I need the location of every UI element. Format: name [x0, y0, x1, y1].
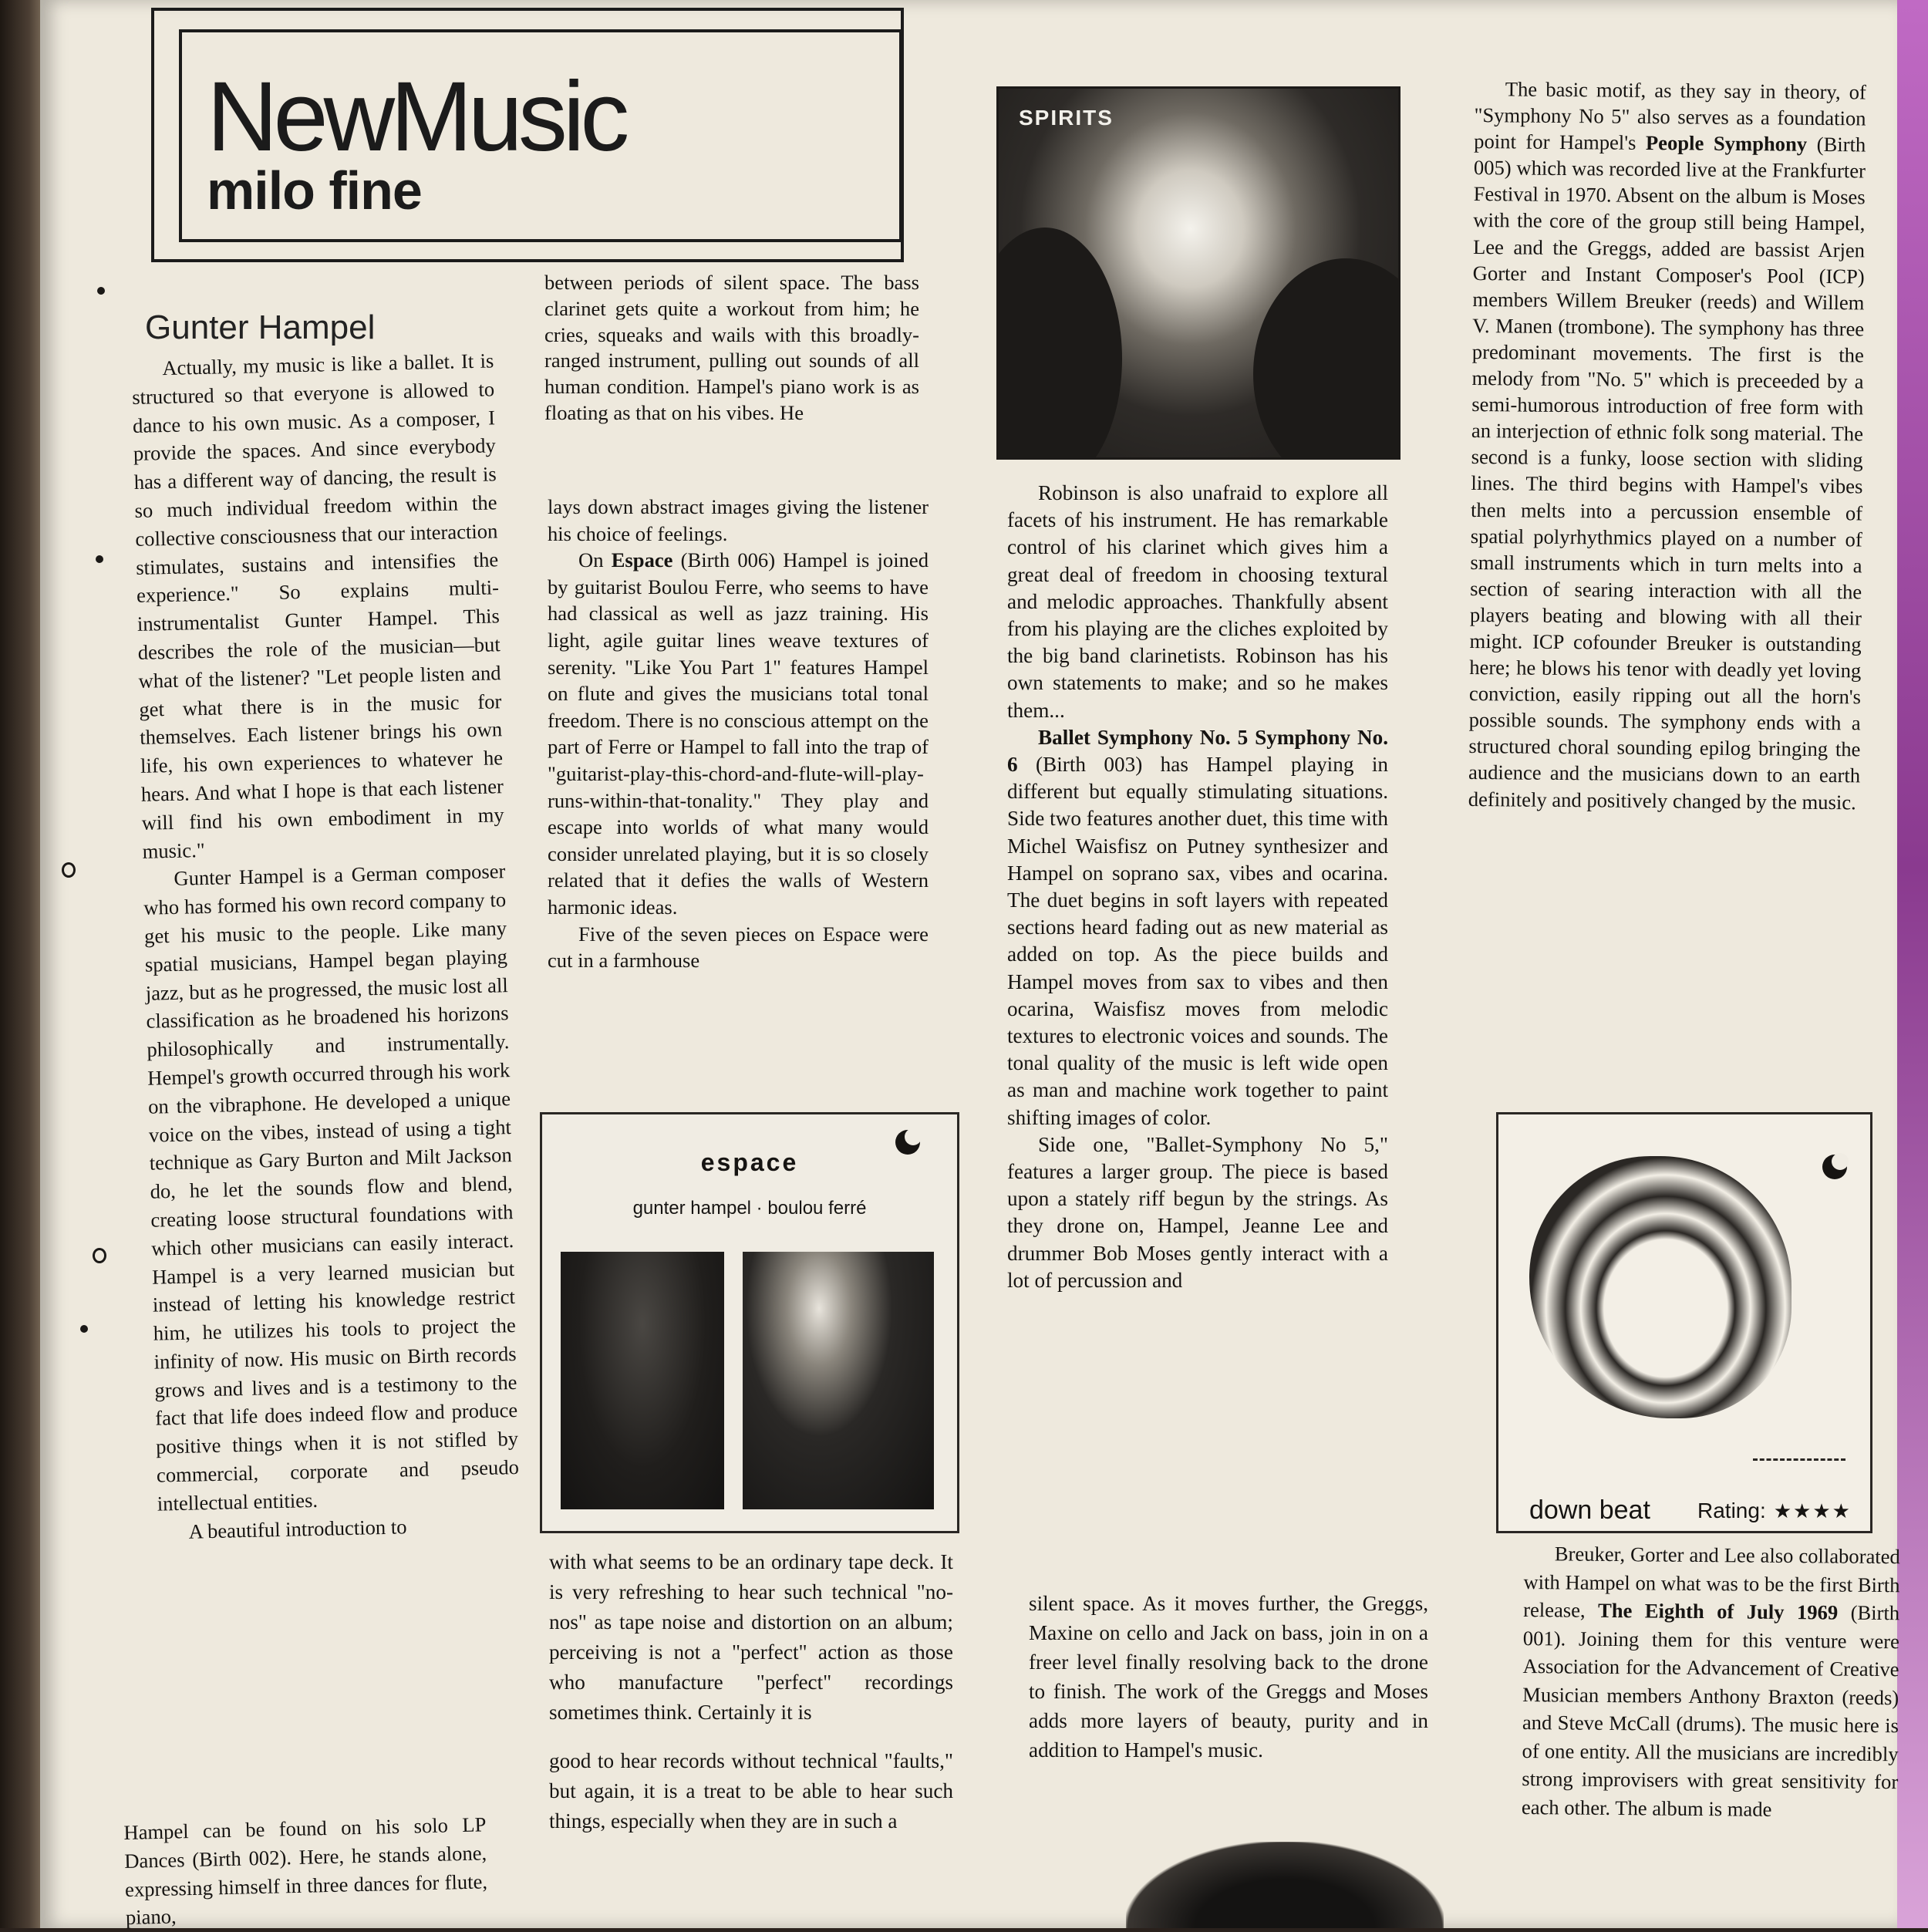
paragraph: lays down abstract images giving the listener his choice of feelings. — [548, 495, 929, 545]
binding-hole-icon — [80, 1325, 88, 1333]
binding-hole-icon — [93, 1248, 106, 1263]
paragraph: Side one, "Ballet-Symphony No 5," features a larger group. The piece is based upon a stately riff begun by the strings. As they drone on, Hampel, Jeanne Lee and drummer Bob Moses gently interact with a lot of percussion and — [1007, 1132, 1388, 1292]
album-title: The Eighth of July 1969 — [1597, 1598, 1839, 1624]
album-photo-partial — [1126, 1842, 1444, 1928]
musician-photo — [743, 1252, 934, 1509]
espace-album-ad — [540, 1112, 959, 1533]
paragraph — [548, 547, 929, 920]
rating-label: Rating: — [1697, 1499, 1766, 1522]
paragraph — [1468, 76, 1866, 815]
album-title: Ballet Symphony No. 5 Symphony No. 6 — [1007, 725, 1388, 777]
album-title: Espace — [611, 548, 673, 572]
musician-portrait — [1529, 1156, 1791, 1418]
paragraph: Robinson is also unafraid to explore all facets of his instrument. He has remarkable control of his clarinet which gives him a great deal of freedom in choosing textural and melodic approaches. Thankfully absent from his playing are the cliches exploited by the big band clarinetists. Robinson has his own statements to make; and so he makes them... — [1007, 481, 1388, 722]
column-3-top — [1007, 480, 1388, 1294]
section-title: NewMusic — [207, 62, 625, 172]
musician-photo — [561, 1252, 724, 1509]
background-edge — [1897, 0, 1928, 1928]
paragraph: A beautiful introduction to — [188, 1514, 407, 1543]
album-title: People Symphony — [1645, 131, 1808, 156]
paragraph: Gunter Hampel is a German composer who has formed his own record company to get his music to the people. Like many spatial musicians, Hampel began playing jazz, but as he progressed, the music lost all classification as he broadened his horizons philosophically and instrumentally. Hempel's growth occurred through his work on the vibraphone. He developed a unique voice on the vibes, instead of using a tight technique as Gary Burton and Milt Jackson do, he let the sounds flow and blend, creating loose structural foundations with which other musicians can easily interact. Hampel is a very learned musician but instead of letting his knowledge restrict him, he utilizes his tools to project the infinity of now. His music on Birth records grows and lives and is a testimony to the fact that life does indeed flow and produce positive things when it is not stifled by commercial, corporate and pseudo intellectual entities. — [143, 859, 520, 1516]
paragraph: between periods of silent space. The bass clarinet gets quite a workout from him; he cries, squeaks and wails with this broadly-ranged instrument, pulling out sounds of all human condition. Hampel's piano work is as floating as that on his vibes. He — [544, 271, 919, 424]
downbeat-rating-ad — [1496, 1112, 1872, 1533]
album-artists: gunter hampel · boulou ferré — [632, 1198, 867, 1219]
magazine-logo: down beat — [1529, 1495, 1650, 1525]
album-title: espace — [700, 1148, 799, 1176]
article-headline: Gunter Hampel — [145, 309, 376, 346]
text-run: Breuker, Gorter and Lee also collaborated with Hampel on what was to be the first Birth release, — [1523, 1542, 1900, 1622]
column-1-continued — [123, 1810, 488, 1932]
column-2-bottom — [549, 1547, 953, 1836]
paragraph: good to hear records without technical "faults," but again, it is a treat to be able to hear such things, especially when they are in such a — [549, 1749, 953, 1833]
byline: milo fine — [207, 160, 422, 221]
hair-shadow — [1253, 258, 1400, 460]
spirits-album-photo — [996, 86, 1400, 460]
paragraph: Hampel can be found on his solo LP Dances (Birth 002). Here, he stands alone, expressing himself in three dances for flute, piano, — [123, 1812, 488, 1930]
divider — [1753, 1458, 1845, 1461]
paragraph — [1007, 724, 1388, 1131]
column-4-top — [1468, 76, 1866, 815]
column-4-bottom — [1522, 1539, 1900, 1824]
text-run: (Birth 003) has Hampel playing in different but equally stimulating situations. Side two features another duet, this time with Michel Waisfisz on Putney synthesizer and Hampel on soprano sax, vibes and ocarina. The duet begins in soft layers with repeated sections heard fading out as new material as added on top. As the piece builds and Hampel moves from sax to vibes and then ocarina, Waisfisz moves from melodic textures to electronic voices and sounds. The tonal quality of the music is left wide open as man and machine work together to paint shifting images of color. — [1007, 753, 1388, 1129]
column-1 — [131, 346, 521, 1546]
album-label: SPIRITS — [1019, 106, 1114, 130]
binding-hole-icon — [62, 862, 76, 878]
paragraph: silent space. As it moves further, the Greggs, Maxine on cello and Jack on bass, join in on a freer level finally resolving back to the drone to finish. The work of the Greggs and Moses adds more layers of beauty, purity and in addition to Hampel's music. — [1029, 1592, 1428, 1762]
paragraph — [1522, 1539, 1900, 1824]
text-run: (Birth 001). Joining them for this venture were Association for the Advancement of Creative Musician members Anthony Braxton (reeds) and Steve McCall (drums). The music here is of one entity. All the musicians are incredibly strong improvisers with great sensitivity for each other. The album is made — [1521, 1600, 1900, 1821]
text-run: The basic motif, as they say in theory, of "Symphony No 5" also serves as a foundation point for Hampel's — [1474, 77, 1866, 155]
text-run: (Birth 005) which was recorded live at the Frankfurter Festival in 1970. Absent on the album is Moses with the core of the group still being Hampel, Lee and the Greggs, added are bassist Arjen Gorter and Instant Composer's Pool (ICP) members Willem Breuker (reeds) and Willem V. Manen (trombone). The symphony has three predominant movements. The first is the melody from "No. 5" which is preceeded by a semi-humorous introduction of free form with an interjection of ethnic folk song material. The second is a funky, loose section with sliding lines. The third begins with Hampel's vibes then melts into a percussion ensemble of spatial polyrhythmics played on a number of small instruments which in turn melts into a section of searing interaction with all the players beating and blowing with all their might. ICP cofounder Breuker is outstanding here; he blows his tenor with deadly yet loving conviction, easily ripping out all the horn's possible sounds. The symphony ends with a structured choral sounding epilog bringing the audience and the musicians down to an earth definitely and positively changed by the music. — [1468, 132, 1866, 814]
text-run: (Birth 006) Hampel is joined by guitarist Boulou Ferre, who seems to have had classical as well as jazz training. His light, agile guitar lines weave textures of serenity. "Like You Part 1" features Hampel on flute and gives the musicians total tonal freedom. There is no conscious attempt on the part of Ferre or Hampel to fall into the trap of "guitarist-play-this-chord-and-flute-will-play-runs-within-that-tonality." They play and escape into worlds of what many would consider unrelated playing, but it is so closely related that it defies the walls of Western harmonic ideas. — [548, 548, 929, 919]
paragraph: with what seems to be an ordinary tape deck. It is very refreshing to hear such technical "no-nos" as tape noise and distortion on an album; perceiving is not a "perfect" action as those who manufacture "perfect" recordings sometimes think. Certainly it is — [549, 1550, 953, 1724]
paragraph: Actually, my music is like a ballet. It is structured so that everyone is allowed to dance to his own music. As a composer, I provide the spaces. And since everybody has a different way of dancing, the result is so much individual freedom within the collective consciousness that our interaction stimulates, sustains and intensifies the experience." So explains multi-instrumentalist Gunter Hampel. This describes the role of the musician—but what of the listener? "Let people listen and get what there is in the music for themselves. Each listener brings his own life, his own experiences to whatever he hears. And what I hope is that each listener will find his own embodiment in my music." — [131, 349, 504, 863]
birth-records-logo-icon — [1822, 1155, 1847, 1179]
column-3-bottom — [1029, 1589, 1428, 1765]
binding-hole-icon — [97, 287, 105, 295]
column-2-middle — [548, 494, 929, 974]
column-2-top — [544, 270, 919, 427]
star-rating-icon: ★★★★ — [1773, 1499, 1852, 1522]
rating — [1697, 1499, 1852, 1523]
binding-hole-icon — [96, 555, 103, 563]
hair-shadow — [996, 228, 1122, 460]
paragraph: Five of the seven pieces on Espace were cut in a farmhouse — [548, 922, 929, 973]
text-run: On — [578, 548, 612, 572]
